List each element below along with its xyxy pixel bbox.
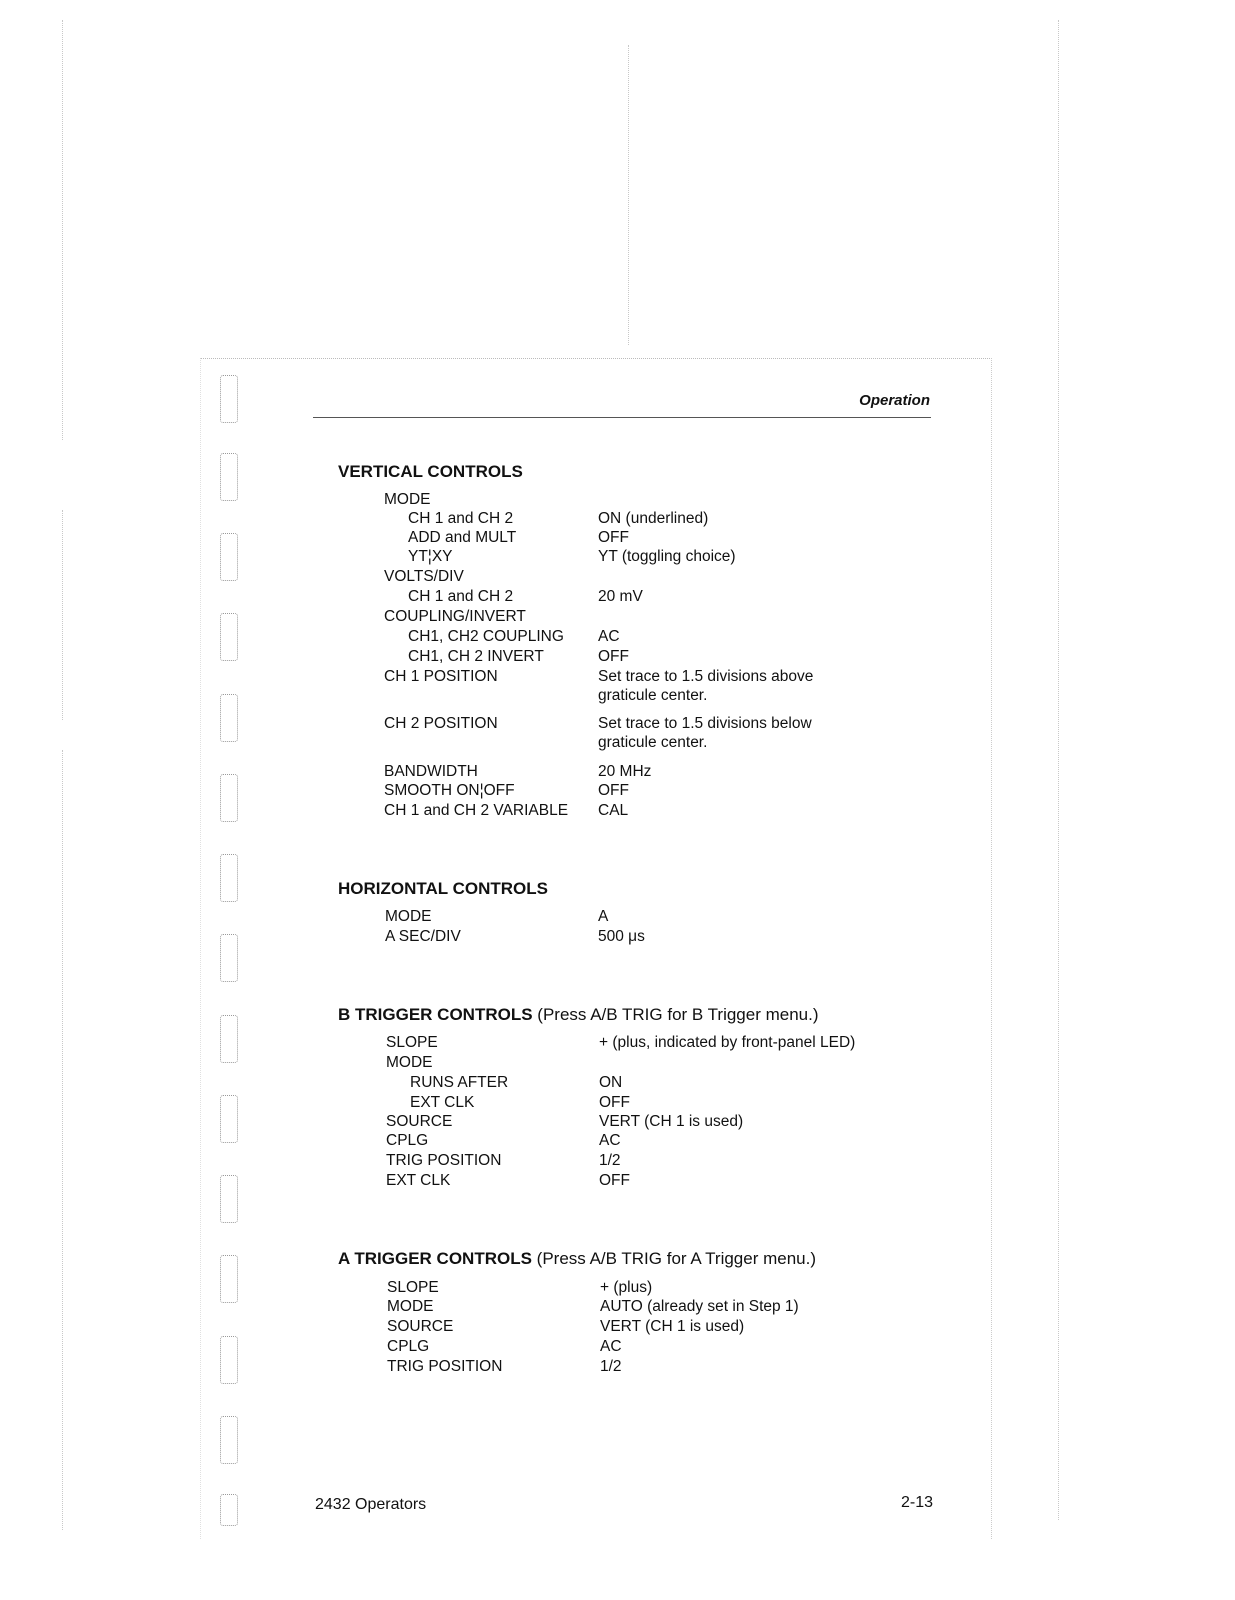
setting-row [0,1278,1235,1298]
section-heading: B TRIGGER CONTROLS [338,1005,533,1024]
setting-label: CH 1 POSITION [384,668,498,685]
setting-label: TRIG POSITION [387,1358,503,1375]
setting-value: YT (toggling choice) [598,548,736,565]
setting-label: CH 1 and CH 2 VARIABLE [384,802,569,819]
setting-label: SLOPE [386,1034,438,1051]
setting-label: SMOOTH ON¦OFF [384,782,515,799]
setting-value: A [598,908,609,925]
punch-hole [220,375,238,423]
setting-label: YT¦XY [408,548,453,565]
setting-value: 20 MHz [598,763,652,780]
scan-fold-line [628,45,629,345]
setting-value: AUTO (already set in Step 1) [600,1298,799,1315]
setting-label: CPLG [387,1338,430,1355]
setting-value: 500 μs [598,928,645,945]
setting-row [0,547,1235,567]
punch-hole [220,1416,238,1464]
setting-row [0,1073,1235,1093]
setting-row [0,733,1235,753]
setting-label: A SEC/DIV [385,928,461,945]
setting-label: CH1, CH 2 INVERT [408,648,544,665]
setting-row [0,490,1235,510]
setting-row [0,1357,1235,1377]
scan-edge-line [62,20,63,440]
setting-row [0,647,1235,667]
footer-page-number: 2-13 [900,1494,933,1511]
setting-label: MODE [384,491,431,508]
setting-row [0,927,1235,947]
setting-row [0,686,1235,706]
setting-value: VERT (CH 1 is used) [599,1113,744,1130]
setting-label: SOURCE [387,1318,454,1335]
punch-hole [220,854,238,902]
section-note: (Press A/B TRIG for B Trigger menu.) [537,1005,819,1024]
punch-hole [220,1494,238,1526]
setting-value: OFF [598,529,629,546]
setting-value: OFF [599,1094,630,1111]
setting-label: TRIG POSITION [386,1152,502,1169]
setting-row [0,714,1235,734]
setting-row [0,1317,1235,1337]
setting-value: graticule center. [598,687,708,704]
setting-label: CH1, CH2 COUPLING [408,628,564,645]
setting-label: EXT CLK [410,1094,475,1111]
section-heading: A TRIGGER CONTROLS [338,1249,532,1268]
setting-value: ON [599,1074,623,1091]
setting-row [0,801,1235,821]
setting-row [0,1151,1235,1171]
setting-value: graticule center. [598,734,708,751]
setting-value: VERT (CH 1 is used) [600,1318,745,1335]
setting-row [0,1171,1235,1191]
setting-value: OFF [598,648,629,665]
section-title-horizontal [338,879,548,899]
setting-row [0,762,1235,782]
setting-value: AC [599,1132,621,1149]
setting-row [0,1033,1235,1053]
setting-label: RUNS AFTER [410,1074,509,1091]
setting-row [0,907,1235,927]
setting-value: 20 mV [598,588,643,605]
setting-value: OFF [598,782,629,799]
setting-row [0,1297,1235,1317]
section-title-b-trigger [338,1005,819,1025]
setting-value: + (plus) [600,1279,653,1296]
setting-label: SOURCE [386,1113,453,1130]
setting-value: Set trace to 1.5 divisions below [598,715,812,732]
setting-row [0,1112,1235,1132]
setting-label: CH 2 POSITION [384,715,498,732]
setting-value: + (plus, indicated by front-panel LED) [599,1034,856,1051]
setting-row [0,567,1235,587]
setting-row [0,1131,1235,1151]
setting-row [0,528,1235,548]
setting-label: CPLG [386,1132,429,1149]
setting-label: CH 1 and CH 2 [408,588,514,605]
setting-row [0,587,1235,607]
header-rule [313,417,931,418]
setting-label: BANDWIDTH [384,763,478,780]
setting-value: Set trace to 1.5 divisions above [598,668,814,685]
setting-label: SLOPE [387,1279,439,1296]
section-note: (Press A/B TRIG for A Trigger menu.) [536,1249,817,1268]
setting-value: CAL [598,802,629,819]
setting-value: ON (underlined) [598,510,709,527]
setting-value: OFF [599,1172,630,1189]
section-title-a-trigger [338,1249,816,1269]
setting-row [0,509,1235,529]
setting-value: AC [598,628,620,645]
setting-value: AC [600,1338,622,1355]
setting-row [0,1093,1235,1113]
setting-label: COUPLING/INVERT [384,608,526,625]
setting-row [0,607,1235,627]
setting-value: 1/2 [600,1358,622,1375]
setting-row [0,1053,1235,1073]
setting-row [0,627,1235,647]
footer-manual-title: 2432 Operators [315,1496,427,1513]
setting-label: ADD and MULT [408,529,517,546]
setting-label: VOLTS/DIV [384,568,464,585]
setting-label: MODE [386,1054,433,1071]
page-header-title: Operation [859,392,930,409]
setting-label: MODE [387,1298,434,1315]
setting-label: CH 1 and CH 2 [408,510,514,527]
setting-row [0,667,1235,687]
section-heading: HORIZONTAL CONTROLS [338,879,548,898]
setting-label: EXT CLK [386,1172,451,1189]
setting-row [0,781,1235,801]
section-heading: VERTICAL CONTROLS [338,462,523,481]
setting-label: MODE [385,908,432,925]
setting-row [0,1337,1235,1357]
section-title-vertical [338,462,523,482]
setting-value: 1/2 [599,1152,621,1169]
